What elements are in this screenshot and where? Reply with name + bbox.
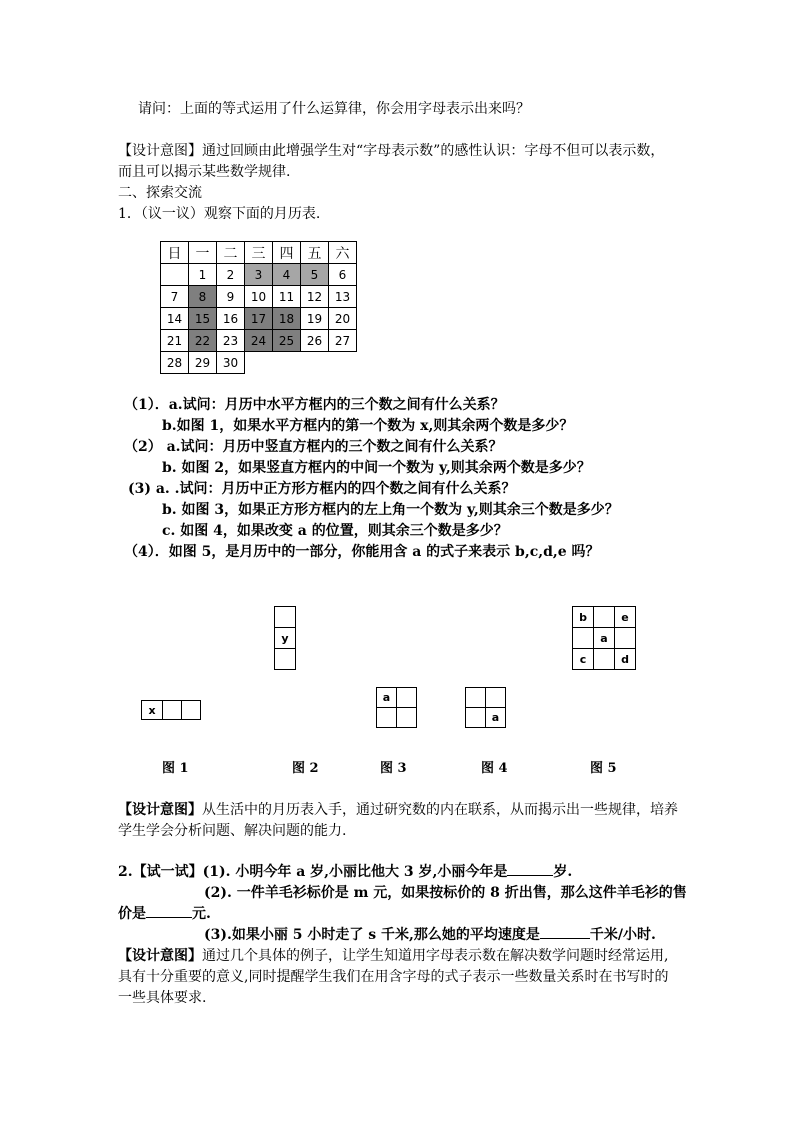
intro-question: 请问：上面的等式运用了什么运算律，你会用字母表示出来吗？ — [138, 101, 530, 117]
figure-5 — [572, 606, 636, 670]
design-intent-1 — [118, 140, 664, 160]
calendar-row — [161, 264, 357, 286]
figure-5-cell-e: e — [615, 607, 636, 628]
calendar-cell: 10 — [245, 286, 273, 308]
calendar-cell-empty — [273, 352, 301, 374]
calendar-cell: 27 — [329, 330, 357, 352]
answer-blank[interactable] — [540, 938, 590, 939]
calendar-cell-highlighted: 15 — [189, 308, 217, 330]
figure-4-cell — [466, 688, 486, 708]
calendar-cell-empty — [245, 352, 273, 374]
question-3c: c. 如图 4，如果改变 a 的位置，则其余三个数是多少？ — [162, 523, 508, 539]
calendar-cell-highlighted: 4 — [273, 264, 301, 286]
figure-3 — [376, 687, 417, 728]
figure-5-cell — [615, 628, 636, 649]
design-intent-2 — [118, 799, 678, 819]
figure-3-cell-a: a — [377, 688, 397, 708]
answer-blank[interactable] — [146, 917, 192, 918]
design-text: 通过几个具体的例子，让学生知道用字母表示数在解决数学问题时经常运用, — [202, 948, 669, 964]
figure-5-cell — [594, 607, 615, 628]
calendar-row — [161, 330, 357, 352]
calendar-header: 三 — [245, 242, 273, 264]
calendar-cell-highlighted: 8 — [189, 286, 217, 308]
figure-4-label: 图 4 — [481, 761, 508, 776]
calendar-cell-highlighted: 24 — [245, 330, 273, 352]
try-question-2: (2). 一件羊毛衫标价是 m 元，如果按标价的 8 折出售，那么这件羊毛衫的售 — [204, 885, 687, 901]
figure-5-cell-a: a — [594, 628, 615, 649]
calendar-cell: 28 — [161, 352, 189, 374]
calendar-cell-highlighted: 18 — [273, 308, 301, 330]
calendar-cell: 9 — [217, 286, 245, 308]
calendar-cell: 26 — [301, 330, 329, 352]
item-1: 1．（议一议）观察下面的月历表. — [118, 206, 321, 222]
figure-5-cell — [594, 649, 615, 670]
calendar-cell: 20 — [329, 308, 357, 330]
calendar-cell: 30 — [217, 352, 245, 374]
try-q3-text: (3).如果小丽 5 小时走了 s 千米,那么她的平均速度是 — [204, 927, 540, 943]
section-heading: 二、探索交流 — [118, 185, 202, 201]
calendar-cell: 13 — [329, 286, 357, 308]
design-intent-3 — [118, 945, 668, 965]
figure-4-cell — [466, 708, 486, 728]
calendar-cell: 19 — [301, 308, 329, 330]
figure-3-cell — [377, 708, 397, 728]
question-1a: （1）．a.试问：月历中水平方框内的三个数之间有什么关系？ — [124, 397, 505, 413]
design-intent-1-cont: 而且可以揭示某些数学规律. — [118, 164, 291, 180]
figure-4-cell — [486, 688, 506, 708]
calendar-cell-empty — [329, 352, 357, 374]
calendar-header: 一 — [189, 242, 217, 264]
question-1b: b.如图 1，如果水平方框内的第一个数为 x,则其余两个数是多少？ — [162, 418, 574, 434]
calendar-cell: 23 — [217, 330, 245, 352]
design-label: 【设计意图】 — [118, 143, 202, 159]
question-2a: （2） a.试问：月历中竖直方框内的三个数之间有什么关系？ — [124, 439, 503, 455]
calendar-cell-highlighted: 3 — [245, 264, 273, 286]
figure-5-cell-d: d — [615, 649, 636, 670]
try-q1-text: (1). 小明今年 a 岁,小丽比他大 3 岁,小丽今年是 — [202, 864, 508, 880]
calendar-row — [161, 286, 357, 308]
calendar-cell-highlighted: 5 — [301, 264, 329, 286]
figure-4-cell-a: a — [486, 708, 506, 728]
calendar-cell-highlighted: 22 — [189, 330, 217, 352]
calendar-cell: 14 — [161, 308, 189, 330]
design-intent-3-cont: 具有十分重要的意义,同时提醒学生我们在用含字母的式子表示一些数量关系时在书写时的 — [118, 969, 669, 985]
calendar-cell: 29 — [189, 352, 217, 374]
calendar-header: 二 — [217, 242, 245, 264]
try-q3-unit: 千米/小时. — [589, 927, 656, 943]
figure-2-cell — [275, 607, 296, 628]
figure-1-label: 图 1 — [162, 761, 189, 776]
try-q1-unit: 岁. — [553, 864, 573, 880]
figure-4 — [465, 687, 506, 728]
calendar-header: 四 — [273, 242, 301, 264]
figure-5-cell-b: b — [573, 607, 594, 628]
calendar-header: 五 — [301, 242, 329, 264]
question-2b: b. 如图 2，如果竖直方框内的中间一个数为 y,则其余两个数是多少？ — [162, 460, 591, 476]
figure-3-label: 图 3 — [380, 761, 407, 776]
design-intent-3-cont2: 一些具体要求. — [118, 990, 207, 1006]
calendar-cell: 7 — [161, 286, 189, 308]
calendar-cell: 6 — [329, 264, 357, 286]
figure-1-cell — [182, 701, 201, 720]
answer-blank[interactable] — [507, 875, 553, 876]
figure-5-cell-c: c — [573, 649, 594, 670]
figure-2 — [274, 606, 296, 670]
figure-2-cell-y: y — [275, 628, 296, 649]
figure-1 — [141, 700, 201, 720]
question-3b: b. 如图 3，如果正方形方框内的左上角一个数为 y,则其余三个数是多少？ — [162, 502, 619, 518]
calendar-cell: 12 — [301, 286, 329, 308]
figure-2-label: 图 2 — [292, 761, 319, 776]
design-intent-2-cont: 学生学会分析问题、解决问题的能力. — [118, 823, 347, 839]
calendar-row — [161, 352, 357, 374]
figure-2-cell — [275, 649, 296, 670]
figure-3-cell — [397, 708, 417, 728]
month-calendar — [160, 241, 357, 374]
try-question-2-cont — [118, 903, 211, 923]
calendar-cell-empty — [301, 352, 329, 374]
calendar-cell: 21 — [161, 330, 189, 352]
design-label: 【设计意图】 — [118, 948, 202, 964]
calendar-header-row — [161, 242, 357, 264]
calendar-cell: 16 — [217, 308, 245, 330]
calendar-cell-highlighted: 25 — [273, 330, 301, 352]
try-q2-unit: 元. — [192, 906, 211, 922]
calendar-header: 六 — [329, 242, 357, 264]
design-text: 通过回顾由此增强学生对“字母表示数”的感性认识：字母不但可以表示数， — [202, 143, 665, 159]
figure-3-cell — [397, 688, 417, 708]
calendar-row — [161, 308, 357, 330]
calendar-cell: 2 — [217, 264, 245, 286]
try-q2-text: 价是 — [118, 906, 146, 922]
calendar-header: 日 — [161, 242, 189, 264]
figure-1-cell — [163, 701, 182, 720]
question-3a: (3) a. .试问：月历中正方形方框内的四个数之间有什么关系？ — [128, 481, 516, 497]
figure-5-cell — [573, 628, 594, 649]
figure-1-cell-x: x — [142, 701, 163, 720]
figure-5-label: 图 5 — [590, 761, 617, 776]
calendar-cell: 11 — [273, 286, 301, 308]
try-prefix: 2.【试一试】 — [118, 864, 203, 880]
design-label: 【设计意图】 — [118, 802, 202, 818]
try-question-3 — [204, 924, 656, 944]
design-text: 从生活中的月历表入手，通过研究数的内在联系，从而揭示出一些规律，培养 — [202, 802, 678, 818]
try-question-1 — [118, 861, 572, 881]
question-4: （4）．如图 5，是月历中的一部分，你能用含 a 的式子来表示 b,c,d,e 吗？ — [124, 544, 600, 560]
calendar-cell — [161, 264, 189, 286]
calendar-cell: 1 — [189, 264, 217, 286]
calendar-cell-highlighted: 17 — [245, 308, 273, 330]
